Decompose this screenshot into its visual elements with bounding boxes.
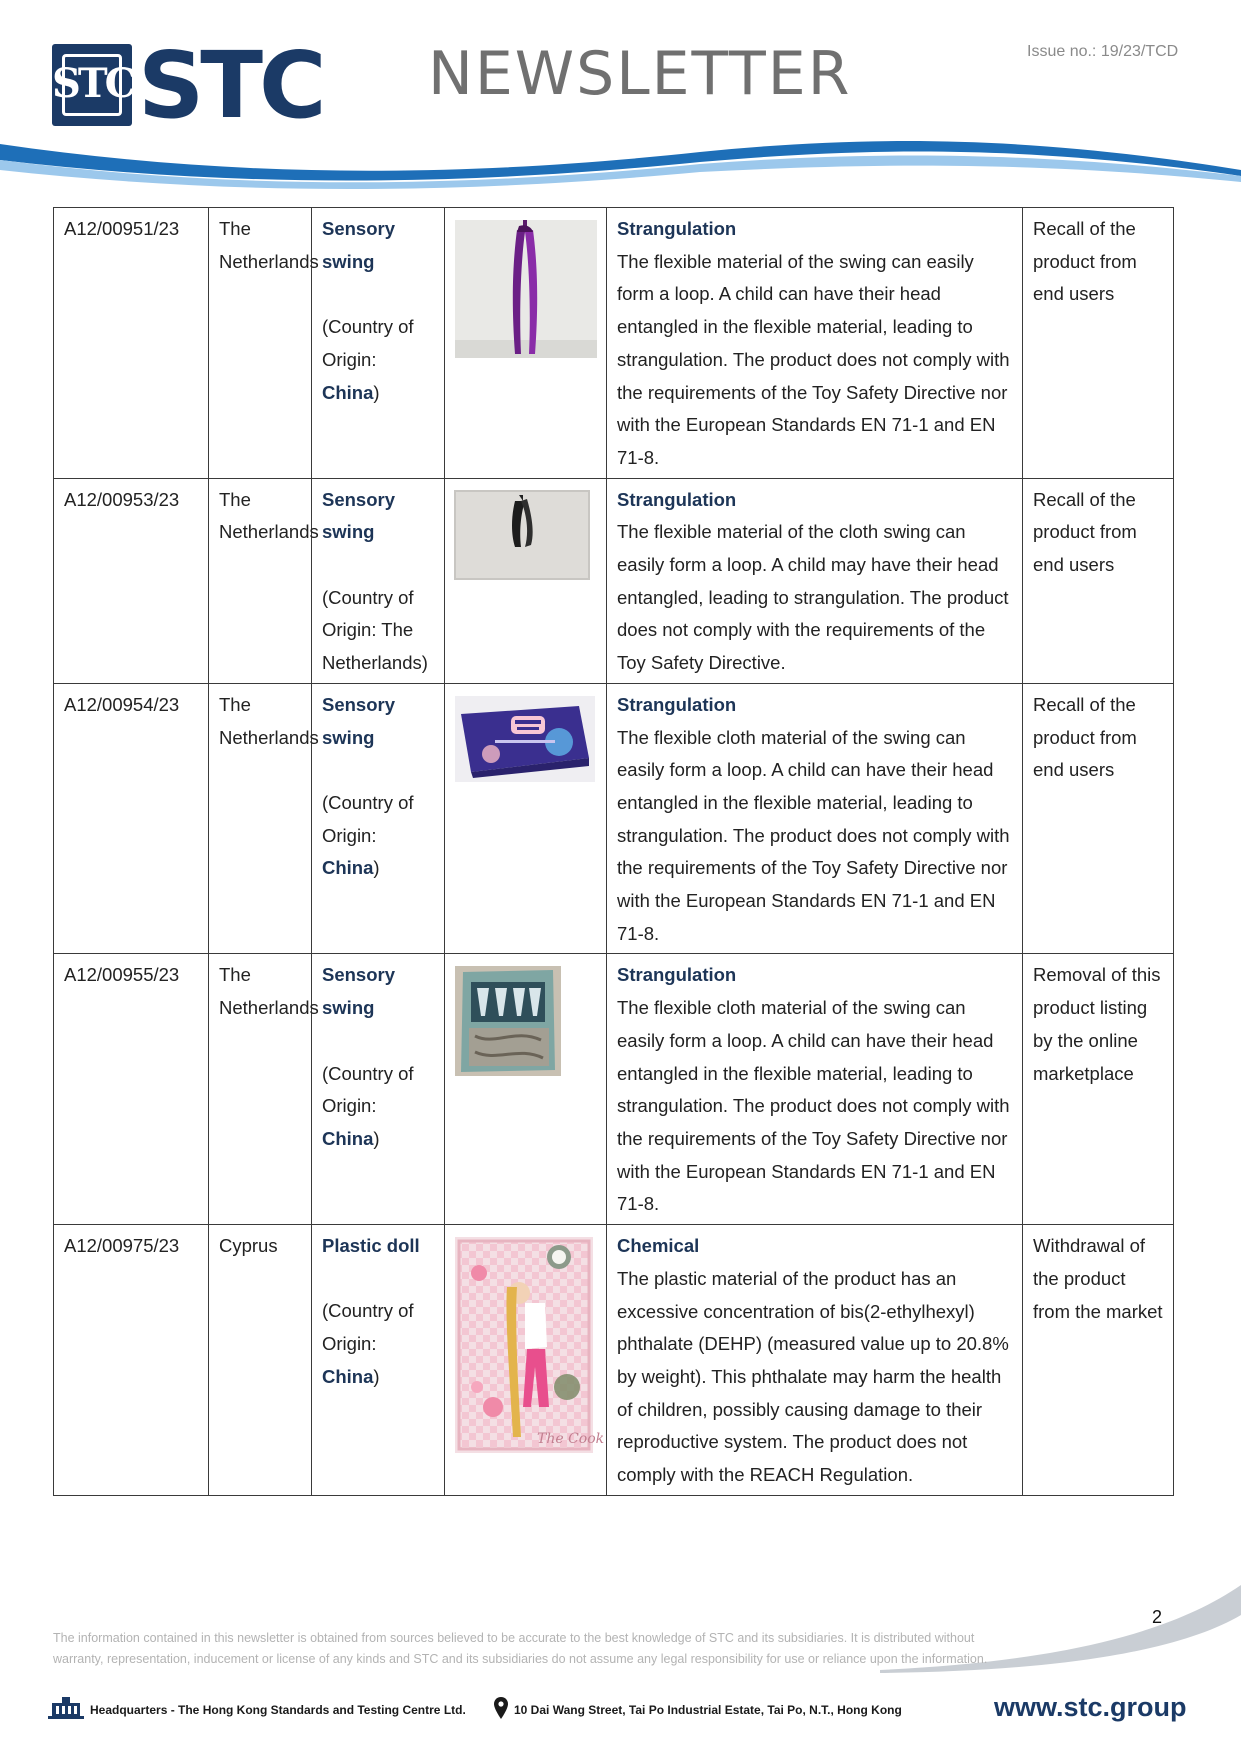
risk-description: The flexible material of the cloth swing can easily form a loop. A child may have their head entangled, leading to strangulation. The product does not comply with the requirements of the Toy Safety Directive. [617, 521, 1009, 674]
header-swoosh [0, 130, 1241, 200]
measure-cell [1023, 1225, 1174, 1496]
risk-cell [607, 1225, 1023, 1496]
table-row [54, 478, 1174, 683]
reference-number: A12/00953/23 [64, 488, 180, 510]
risk-title: Strangulation [617, 964, 737, 986]
image-cell [445, 954, 607, 1225]
origin-prefix: (Country of Origin: [322, 316, 414, 370]
origin-suffix: ) [373, 1365, 380, 1387]
reference-number: A12/00951/23 [64, 218, 180, 239]
risk-description: The flexible cloth material of the swing can easily form a loop. A child can have their head entangled in the flexible material, leading to strangulation. The product does not comply with the requirements of the Toy Safety Directive nor with the European Standards EN 71-1 and EN 71-8. [617, 997, 1010, 1215]
risk-cell [607, 683, 1023, 954]
risk-description: The plastic material of the product has an excessive concentration of bis(2-ethylhexyl) phthalate (DEHP) (measured value up to 20.8% by weight). This phthalate may harm the health of children, possibly causing damage to their reproductive system. The product does not comply with the REACH Regulation. [617, 1267, 1009, 1486]
doll-in-pink-package-photo [455, 1237, 605, 1453]
risk-cell [607, 208, 1023, 479]
risk-cell [607, 954, 1023, 1225]
country-cell [209, 478, 319, 683]
website-link[interactable]: www.stc.group [994, 1692, 1187, 1722]
product-cell [312, 683, 445, 954]
reference-number: A12/00955/23 [64, 964, 180, 986]
risk-title: Strangulation [617, 488, 737, 510]
stc-logo-mark: STC [52, 44, 132, 126]
country-cell [209, 683, 319, 954]
measure-cell [1023, 683, 1174, 954]
notifying-country: The Netherlands [219, 218, 319, 272]
measure-cell [1023, 954, 1174, 1225]
black-hanging-swing-photo [455, 491, 596, 579]
origin-prefix: (Country of Origin: [322, 791, 414, 846]
product-cell [312, 1225, 445, 1496]
origin-prefix: (Country of Origin: The Netherlands) [322, 586, 428, 674]
risk-cell [607, 478, 1023, 683]
image-cell [445, 1225, 607, 1496]
product-name: Plastic doll [322, 1235, 420, 1257]
origin-prefix: (Country of Origin: [322, 1300, 414, 1355]
measure-cell [1023, 478, 1174, 683]
issue-number: Issue no.: 19/23/TCD [1027, 43, 1179, 60]
country-cell [209, 1225, 312, 1496]
country-cell [209, 954, 319, 1225]
measures-taken: Withdrawal of the product from the market [1033, 1235, 1163, 1322]
recall-table [53, 207, 1174, 1496]
image-cell [445, 208, 607, 479]
notifying-country: The Netherlands [219, 964, 319, 1019]
risk-title: Strangulation [617, 693, 737, 715]
reference-cell [54, 954, 209, 1225]
origin-country: China [322, 1365, 374, 1387]
reference-cell [54, 208, 209, 479]
measures-taken: Recall of the product from end users [1033, 488, 1137, 576]
table-row [54, 1225, 1174, 1496]
origin-suffix: ) [373, 857, 380, 879]
risk-description: The flexible material of the swing can easily form a loop. A child can have their head entangled in the flexible material, leading to strangulation. The product does not comply with the requirements of the Toy Safety Directive nor with the European Standards EN 71-1 and EN 71-8. [617, 250, 1010, 468]
measures-taken: Recall of the product from end users [1033, 693, 1137, 781]
product-name: Sensory swing [322, 964, 396, 1019]
notifying-country: The Netherlands [219, 693, 319, 748]
product-cell [312, 208, 445, 479]
reference-cell [54, 478, 209, 683]
reference-cell [54, 683, 209, 954]
footer-bar [48, 1692, 1198, 1735]
measures-taken: Removal of this product listing by the online marketplace [1033, 964, 1161, 1084]
product-name: Sensory swing [322, 488, 396, 543]
product-cell [312, 954, 445, 1225]
location-pin-icon [494, 1697, 508, 1719]
product-cell [312, 478, 445, 683]
headquarters-text: Headquarters - The Hong Kong Standards and Testing Centre Ltd. [90, 1703, 466, 1717]
svg-text:The Cook: The Cook [537, 1431, 605, 1448]
measure-cell [1023, 208, 1174, 479]
risk-title: Chemical [617, 1235, 700, 1257]
page-header [0, 0, 1241, 200]
origin-prefix: (Country of Origin: [322, 1062, 414, 1117]
origin-country: China [322, 857, 374, 879]
image-cell [445, 683, 607, 954]
stc-logo-text: STC [138, 32, 323, 139]
country-cell [209, 208, 319, 479]
purple-hanging-swing-photo [455, 220, 596, 358]
disclaimer-text: The information contained in this newsletter is obtained from sources believed to be accurate to the best knowledge of STC and its subsidiaries. It is distributed without warranty, representation, inducement or license of any kinds and STC and its subsidiaries do not assume any legal responsibility for use or reliance upon the information. [53, 1631, 988, 1666]
table-row [54, 683, 1174, 954]
product-name: Sensory swing [322, 693, 396, 748]
packaged-swing-bag-photo [455, 966, 596, 1076]
blue-product-box-photo [455, 696, 596, 782]
risk-description: The flexible cloth material of the swing can easily form a loop. A child can have their head entangled in the flexible material, leading to strangulation. The product does not comply with the requirements of the Toy Safety Directive nor with the European Standards EN 71-1 and EN 71-8. [617, 726, 1010, 944]
table-row [54, 208, 1174, 479]
origin-country: China [322, 381, 374, 403]
reference-number: A12/00954/23 [64, 693, 180, 715]
reference-cell [54, 1225, 209, 1496]
measures-taken: Recall of the product from end users [1033, 218, 1137, 305]
building-icon [48, 1697, 84, 1719]
origin-suffix: ) [373, 1127, 380, 1149]
address-text: 10 Dai Wang Street, Tai Po Industrial Estate, Tai Po, N.T., Hong Kong [514, 1703, 902, 1717]
notifying-country: Cyprus [219, 1235, 278, 1257]
stc-logo [52, 32, 352, 139]
origin-suffix: ) [373, 381, 380, 403]
notifying-country: The Netherlands [219, 488, 319, 543]
table-row [54, 954, 1174, 1225]
page-number: 2 [1152, 1607, 1163, 1627]
newsletter-title: NEWSLETTER [428, 39, 852, 109]
origin-country: China [322, 1127, 374, 1149]
product-name: Sensory swing [322, 218, 396, 272]
reference-number: A12/00975/23 [64, 1235, 180, 1257]
image-cell [445, 478, 607, 683]
risk-title: Strangulation [617, 218, 737, 239]
